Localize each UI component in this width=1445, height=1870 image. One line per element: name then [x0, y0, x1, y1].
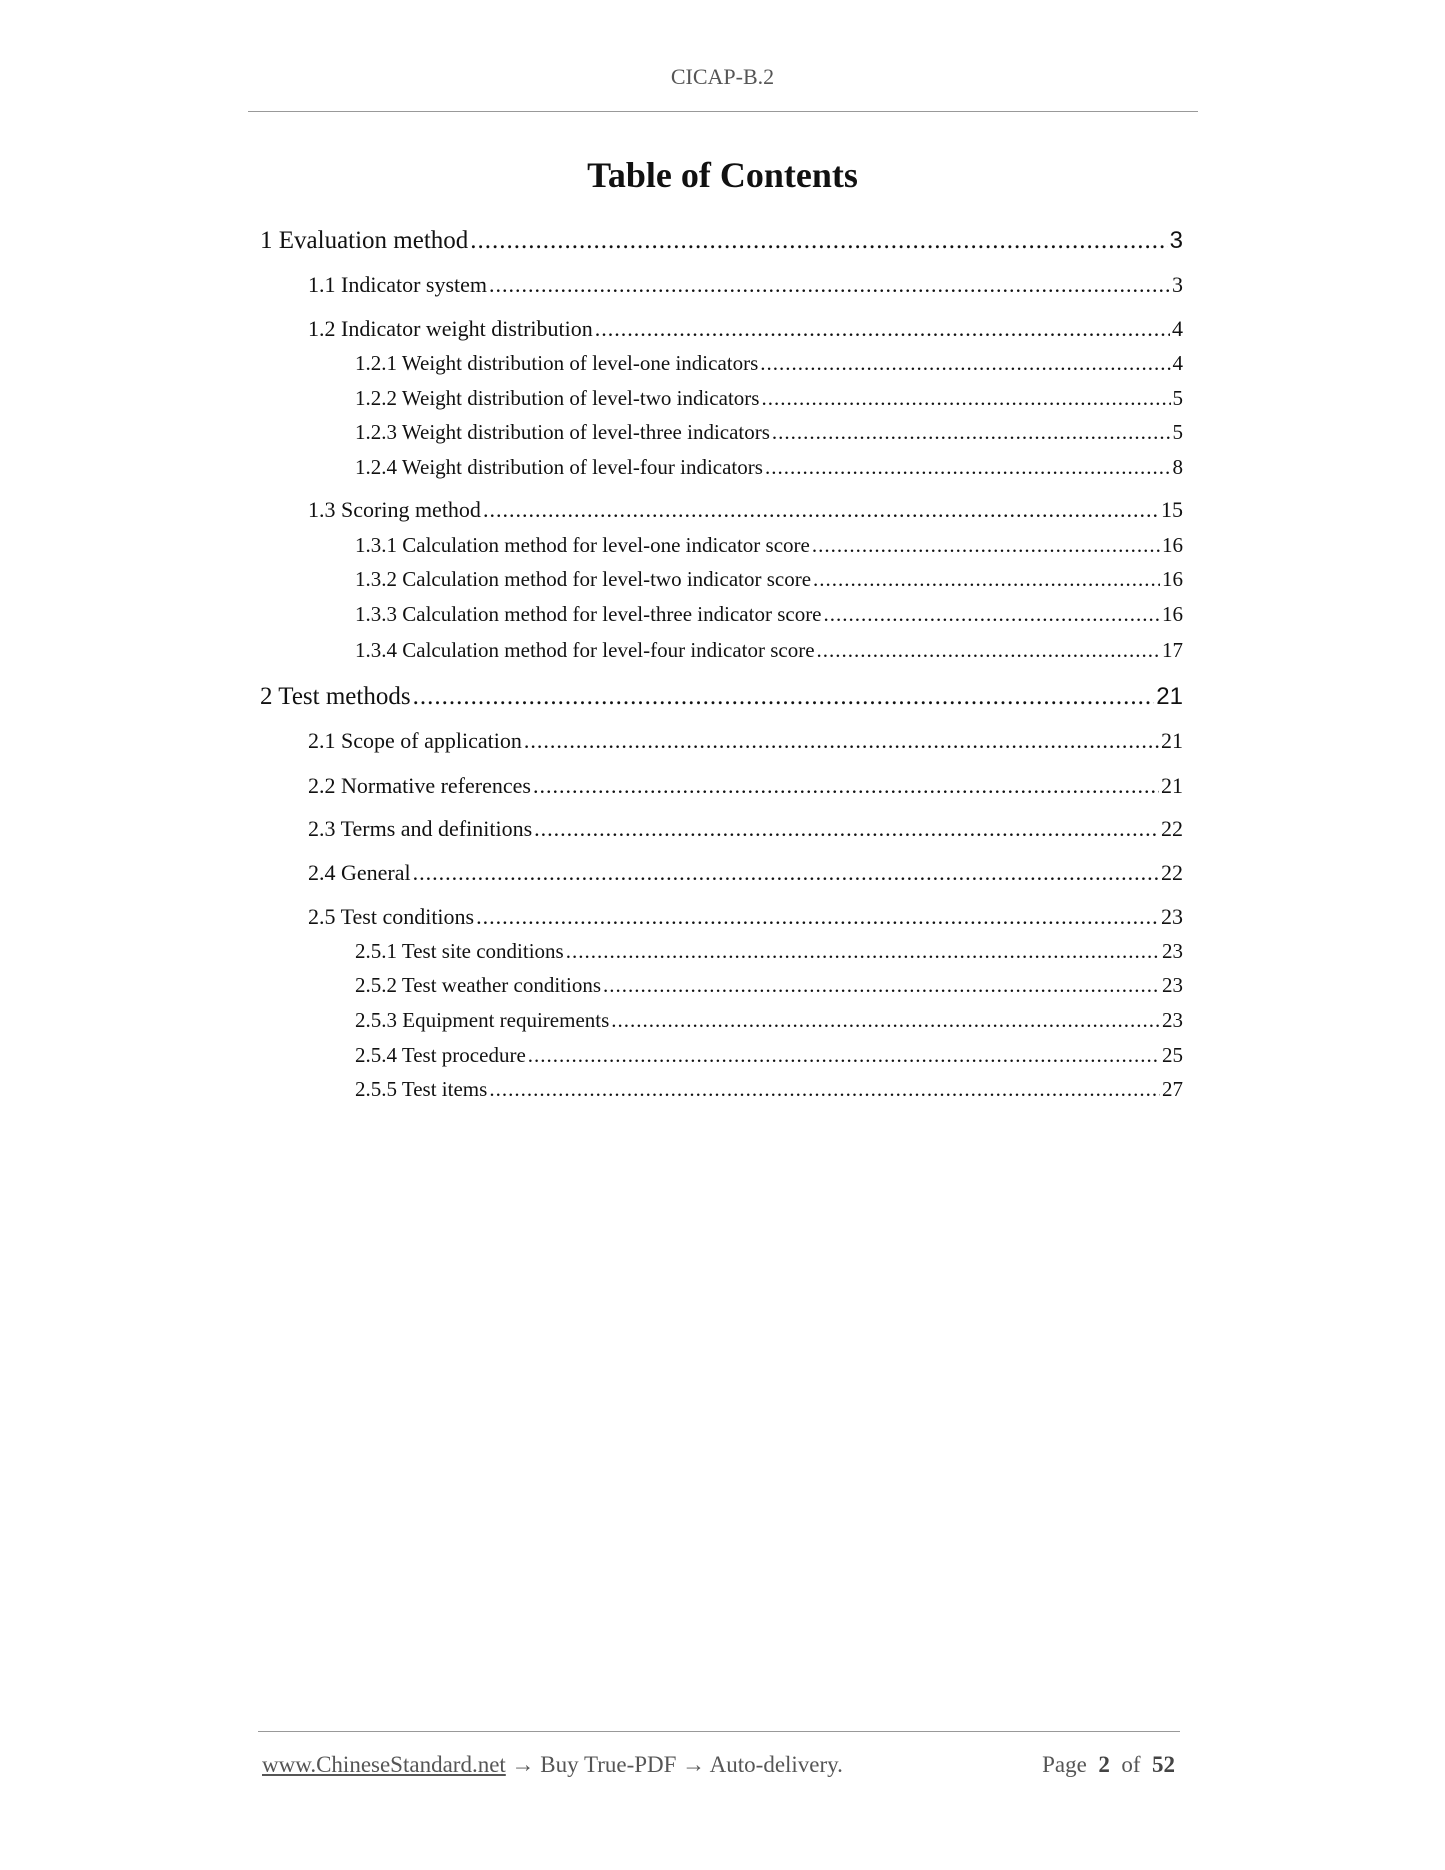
toc-leader-dots: [760, 351, 1170, 376]
toc-entry-page: 22: [1161, 860, 1183, 885]
toc-entry[interactable]: [355, 1008, 1183, 1033]
toc-entry[interactable]: [308, 728, 1183, 754]
toc-entry-page: 23: [1162, 1008, 1183, 1032]
running-header: CICAP-B.2: [670, 64, 775, 89]
page-label: Page: [1042, 1752, 1087, 1777]
footer-divider: [258, 1731, 1180, 1732]
toc-leader-dots: [524, 728, 1159, 754]
toc-leader-dots: [603, 973, 1160, 998]
toc-entry-page: 22: [1161, 816, 1183, 841]
toc-entry-label: 2.5.2 Test weather conditions: [355, 973, 602, 997]
toc-entry-label: 1.3.3 Calculation method for level-three indicator score: [355, 602, 822, 626]
toc-leader-dots: [817, 638, 1160, 663]
toc-entry-page: 3: [1172, 272, 1183, 297]
toc-leader-dots: [533, 773, 1159, 799]
footer-text: [262, 1752, 843, 1778]
toc-entry[interactable]: [355, 939, 1183, 964]
page-title: Table of Contents: [587, 155, 858, 195]
toc-leader-dots: [470, 227, 1167, 255]
toc-entry-page: 21: [1161, 728, 1183, 753]
page-current: 2: [1098, 1752, 1110, 1777]
toc-entry-label: 2 Test methods: [260, 683, 411, 710]
toc-entry[interactable]: [355, 351, 1183, 376]
toc-entry-label: 1.2.4 Weight distribution of level-four indicators: [355, 455, 763, 479]
page-indicator: [1042, 1752, 1175, 1778]
toc-entry-label: 2.5.5 Test items: [355, 1077, 488, 1101]
toc-entry-label: 2.5 Test conditions: [308, 904, 475, 929]
toc-entry-page: 21: [1156, 683, 1183, 710]
header-divider: [248, 111, 1198, 112]
page-total: 52: [1152, 1752, 1175, 1777]
toc-entry[interactable]: [260, 683, 1183, 711]
toc-entry-label: 1.3.2 Calculation method for level-two indicator score: [355, 567, 812, 591]
footer-tagline: → Buy True-PDF → Auto-delivery.: [505, 1752, 843, 1777]
toc-leader-dots: [611, 1008, 1160, 1033]
toc-entry-label: 2.1 Scope of application: [308, 728, 522, 753]
toc-entry-page: 5: [1172, 420, 1183, 444]
toc-entry[interactable]: [308, 272, 1183, 298]
toc-leader-dots: [476, 904, 1159, 930]
toc-entry-label: 2.5.3 Equipment requirements: [355, 1008, 610, 1032]
toc-entry[interactable]: [308, 497, 1183, 523]
toc-entry[interactable]: [355, 602, 1183, 627]
toc-leader-dots: [489, 1077, 1160, 1102]
toc-leader-dots: [813, 567, 1160, 592]
toc-entry[interactable]: [308, 316, 1183, 342]
toc-entry-page: 23: [1161, 904, 1183, 929]
of-label: of: [1121, 1752, 1141, 1777]
toc-leader-dots: [566, 939, 1160, 964]
toc-entry-label: 1.2.1 Weight distribution of level-one indicators: [355, 351, 759, 375]
toc-entry-label: 1.3.1 Calculation method for level-one indicator score: [355, 533, 810, 557]
toc-entry-page: 27: [1162, 1077, 1183, 1101]
toc-leader-dots: [765, 455, 1171, 480]
toc-entry-page: 23: [1162, 939, 1183, 963]
toc-entry-label: 1.2 Indicator weight distribution: [308, 316, 593, 341]
toc-leader-dots: [595, 316, 1170, 342]
toc-entry-page: 25: [1162, 1043, 1183, 1067]
toc-entry[interactable]: [355, 533, 1183, 558]
toc-entry-label: 1.3.4 Calculation method for level-four indicator score: [355, 638, 815, 662]
toc-entry-label: 2.4 General: [308, 860, 411, 885]
toc-entry-label: 1.2.3 Weight distribution of level-three indicators: [355, 420, 770, 444]
toc-entry-page: 15: [1161, 497, 1183, 522]
toc-leader-dots: [413, 860, 1159, 886]
toc-entry[interactable]: [355, 420, 1183, 445]
toc-entry[interactable]: [355, 1043, 1183, 1068]
toc-entry[interactable]: [308, 904, 1183, 930]
toc-leader-dots: [812, 533, 1160, 558]
toc-leader-dots: [489, 272, 1170, 298]
toc-entry[interactable]: [355, 455, 1183, 480]
toc-entry-label: 2.5.4 Test procedure: [355, 1043, 526, 1067]
toc-entry[interactable]: [355, 386, 1183, 411]
toc-entry-page: 16: [1162, 602, 1183, 626]
toc-entry-label: 1 Evaluation method: [260, 227, 469, 254]
toc-entry-label: 1.1 Indicator system: [308, 272, 488, 297]
toc-entry-label: 2.2 Normative references: [308, 773, 531, 798]
toc-leader-dots: [483, 497, 1159, 523]
toc-entry-page: 16: [1162, 533, 1183, 557]
toc-entry-label: 1.2.2 Weight distribution of level-two indicators: [355, 386, 760, 410]
toc-entry[interactable]: [260, 227, 1183, 255]
toc-entry[interactable]: [355, 973, 1183, 998]
website-link[interactable]: www.ChineseStandard.net: [262, 1752, 506, 1777]
toc-entry[interactable]: [308, 773, 1183, 799]
toc-entry[interactable]: [355, 638, 1183, 663]
toc-entry-page: 4: [1172, 351, 1183, 375]
toc-entry-page: 17: [1162, 638, 1183, 662]
toc-entry[interactable]: [355, 567, 1183, 592]
toc-leader-dots: [824, 602, 1160, 627]
toc-entry-page: 5: [1172, 386, 1183, 410]
toc-entry-page: 21: [1161, 773, 1183, 798]
toc-entry-page: 16: [1162, 567, 1183, 591]
toc-leader-dots: [413, 683, 1155, 711]
toc-leader-dots: [528, 1043, 1160, 1068]
toc-entry-page: 3: [1169, 227, 1183, 254]
toc-entry[interactable]: [308, 816, 1183, 842]
toc-leader-dots: [761, 386, 1170, 411]
toc-entry-page: 4: [1172, 316, 1183, 341]
toc-entry-label: 1.3 Scoring method: [308, 497, 481, 522]
toc-entry[interactable]: [308, 860, 1183, 886]
toc-leader-dots: [534, 816, 1159, 842]
toc-entry[interactable]: [355, 1077, 1183, 1102]
toc-leader-dots: [772, 420, 1171, 445]
toc-entry-label: 2.3 Terms and definitions: [308, 816, 533, 841]
toc-entry-page: 8: [1172, 455, 1183, 479]
toc-entry-label: 2.5.1 Test site conditions: [355, 939, 564, 963]
toc-entry-page: 23: [1162, 973, 1183, 997]
